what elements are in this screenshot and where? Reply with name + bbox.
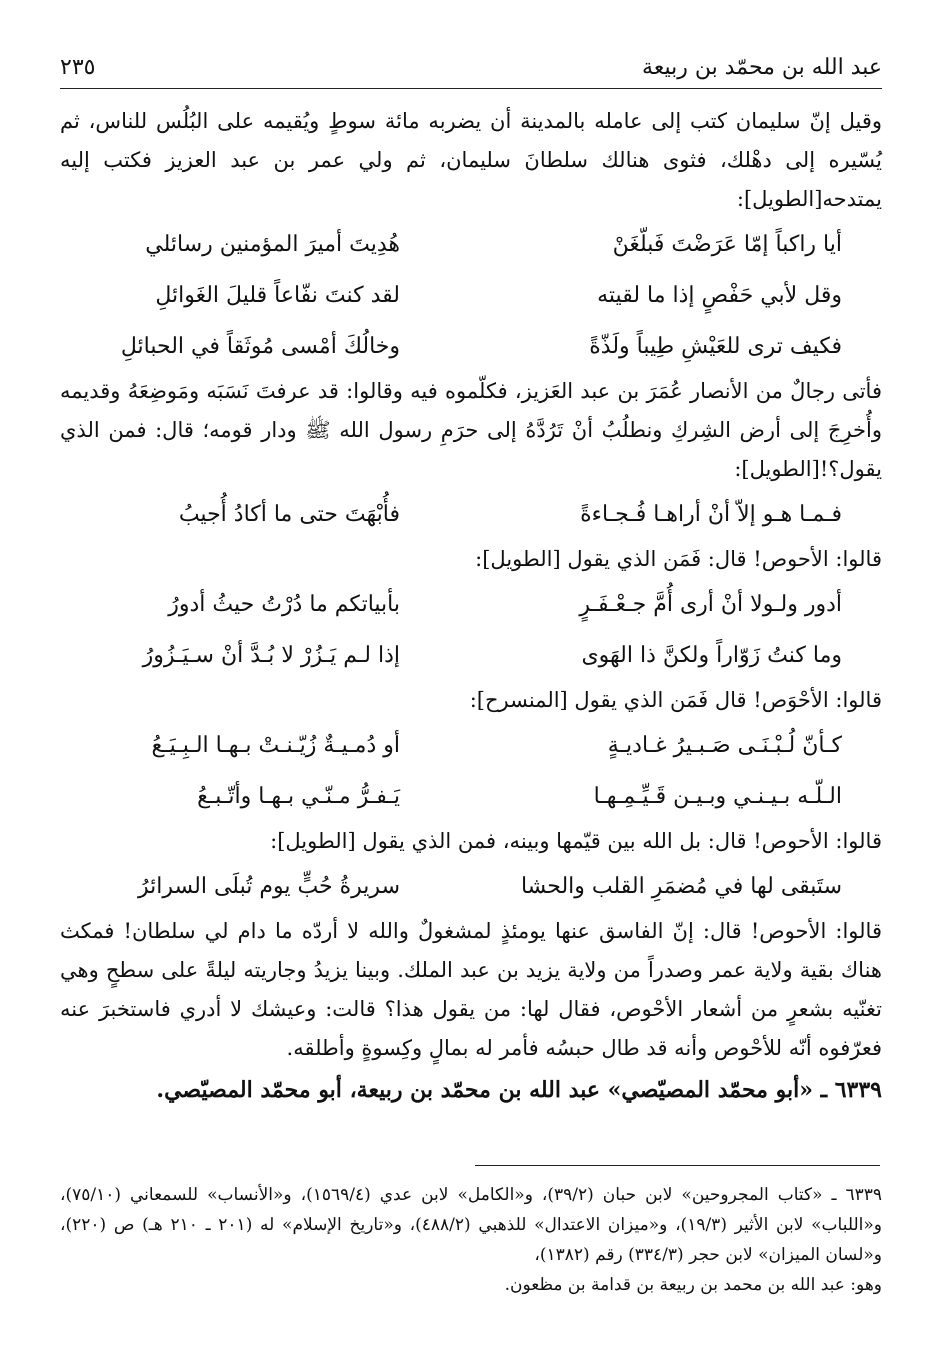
verse-hemistich: فكيف ترى للعَيْشِ طِيباً ولَذّةً <box>589 334 842 359</box>
footnote-rule <box>475 1165 880 1166</box>
footnotes <box>60 1180 882 1300</box>
verse-hemistich: بأبياتكم ما دُرْتُ حيثُ أدورُ <box>168 592 400 617</box>
verse-line <box>60 270 882 321</box>
verse-hemistich: وقل لأبي حَفْصٍ إذا ما لقيته <box>597 283 842 308</box>
verse-hemistich: هُدِيتَ أميرَ المؤمنين رسائلي <box>145 232 400 257</box>
page-number: ٢٣٥ <box>60 55 96 80</box>
verse-line <box>60 579 882 630</box>
paragraph: قالوا: الأحوص! قال: إنّ الفاسق عنها يومئذٍ لمشغولٌ والله لا أردّه ما دام لي سلطان! فمكث هناك بقية ولاية عمر وصدراً من ولاية يزيد بن عبد الملك. وبينا يزيدُ وجاريته ليلةً على سطحٍ وهي تغنّيه بشعرٍ من أشعار الأحْوص، فقال لها: من يقول هذا؟ قالت: وعيشك لا أدري فاستخبرَ عنه فعرّفوه أنّه للأحْوص وأنه قد طال حبسُه فأمر له بمالٍ وكِسوةٍ وأطلقه. <box>60 919 882 1060</box>
verse-hemistich: أيا راكباً إمّا عَرَضْتَ فَبلّغَنْ <box>612 232 842 257</box>
paragraph: وقيل إنّ سليمان كتب إلى عامله بالمدينة أن يضربه مائة سوطٍ ويُقيمه على البُلُس للناس، ثم يُسّيره إلى دهْلك، فثوى هنالك سلطانَ سليمان، ثم ولي عمر بن عبد العزيز فكتب إليه يمتدحه[الطويل]: <box>60 109 882 211</box>
verse-line <box>60 720 882 771</box>
verse-line <box>60 771 882 822</box>
verse-line <box>60 489 882 540</box>
running-header <box>60 55 882 80</box>
running-title: عبد الله بن محمّد بن ربيعة <box>642 55 882 80</box>
footnote: ٦٣٣٩ ـ «كتاب المجروحين» لابن حبان (٣٩/٢)، و«الكامل» لابن عدي (١٥٦٩/٤)، و«الأنساب» للسمعاني (٧٥/١٠)، و«اللباب» لابن الأثير (١٩/٣)، و«ميزان الاعتدال» للذهبي (٤٨٨/٢)، و«تاريخ الإسلام» له (٢٠١ ـ ٢١٠ هـ) ص (٢٢٠)، و«لسان الميزان» لابن حجر (٣٣٤/٣) رقم (١٣٨٢)، <box>60 1185 882 1265</box>
verse-line <box>60 219 882 270</box>
paragraph: قالوا: الأحوص! قال: بل الله بين قيّمها وبينه، فمن الذي يقول [الطويل]: <box>270 829 882 853</box>
verse-hemistich: وخالُكَ أمْسى مُوثَقاً في الحبائلِ <box>120 334 400 359</box>
verse-hemistich: أدور ولـولا أنْ أرى أُمَّ جـعْـفَـرٍ <box>579 592 842 617</box>
verse-hemistich: فـمـا هـو إلاّ أنْ أراهـا فُـجـاءةً <box>580 502 842 527</box>
verse-line <box>60 630 882 681</box>
verse-hemistich: الـلّـه بـيـنـي وبـيـن قَـيِّـمِـهـا <box>593 784 842 809</box>
header-rule <box>60 88 882 89</box>
footnote: وهو: عبد الله بن محمد بن ربيعة بن قدامة بن مظعون. <box>504 1275 882 1295</box>
verse-line <box>60 321 882 372</box>
verse-hemistich: كـأنّ لُـبْـنَـى صَـبـيرُ غـاديـةٍ <box>607 733 842 758</box>
paragraph: فأتى رجالٌ من الأنصار عُمَرَ بن عبد العَزيز، فكلّموه فيه وقالوا: قد عرفتَ نَسَبَه ومَوضِعَهُ وقديمه وأُخرِجَ إلى أرض الشِركِ ونطلُبُ أنْ تَرُدَّهُ إلى حرَمِ رسول الله ﷺ ودار قومه؛ قال: فمن الذي يقول؟![الطويل]: <box>60 379 882 481</box>
verse-hemistich: وما كنتُ زَوّاراً ولكنَّ ذا الهَوى <box>581 643 842 668</box>
entry-heading: ٦٣٣٩ ـ «أبو محمّد المصيّصي» عبد الله بن محمّد بن ربيعة، أبو محمّد المصيّصي. <box>156 1077 882 1103</box>
verse-hemistich: سريرةُ حُبٍّ يوم تُبلَى السرائرُ <box>138 874 400 899</box>
paragraph: قالوا: الأحْوَص! قال فَمَن الذي يقول [المنسرح]: <box>469 688 882 712</box>
verse-hemistich: ستَبقى لها في مُضمَرِ القلب والحشا <box>520 874 842 899</box>
main-text <box>60 102 882 1112</box>
verse-hemistich: أو دُمـيـةٌ زُيّـنـتْ بـهـا الـبِـيَـعُ <box>151 733 400 758</box>
verse-hemistich: فأُبْهَتَ حتى ما أكادُ أُجيبُ <box>178 502 400 527</box>
verse-line <box>60 861 882 912</box>
verse-hemistich: لقد كنتَ نفّاعاً قليلَ الغَوائلِ <box>155 283 400 308</box>
verse-hemistich: إذا لـم يَـزُرْ لا بُـدَّ أنْ سـيَـزُورُ <box>142 643 400 668</box>
verse-hemistich: يَـفـرُّ مـنّـي بـهـا وأتّـبـعُ <box>197 784 400 809</box>
paragraph: قالوا: الأحوص! قال: فَمَن الذي يقول [الطويل]: <box>475 547 882 571</box>
